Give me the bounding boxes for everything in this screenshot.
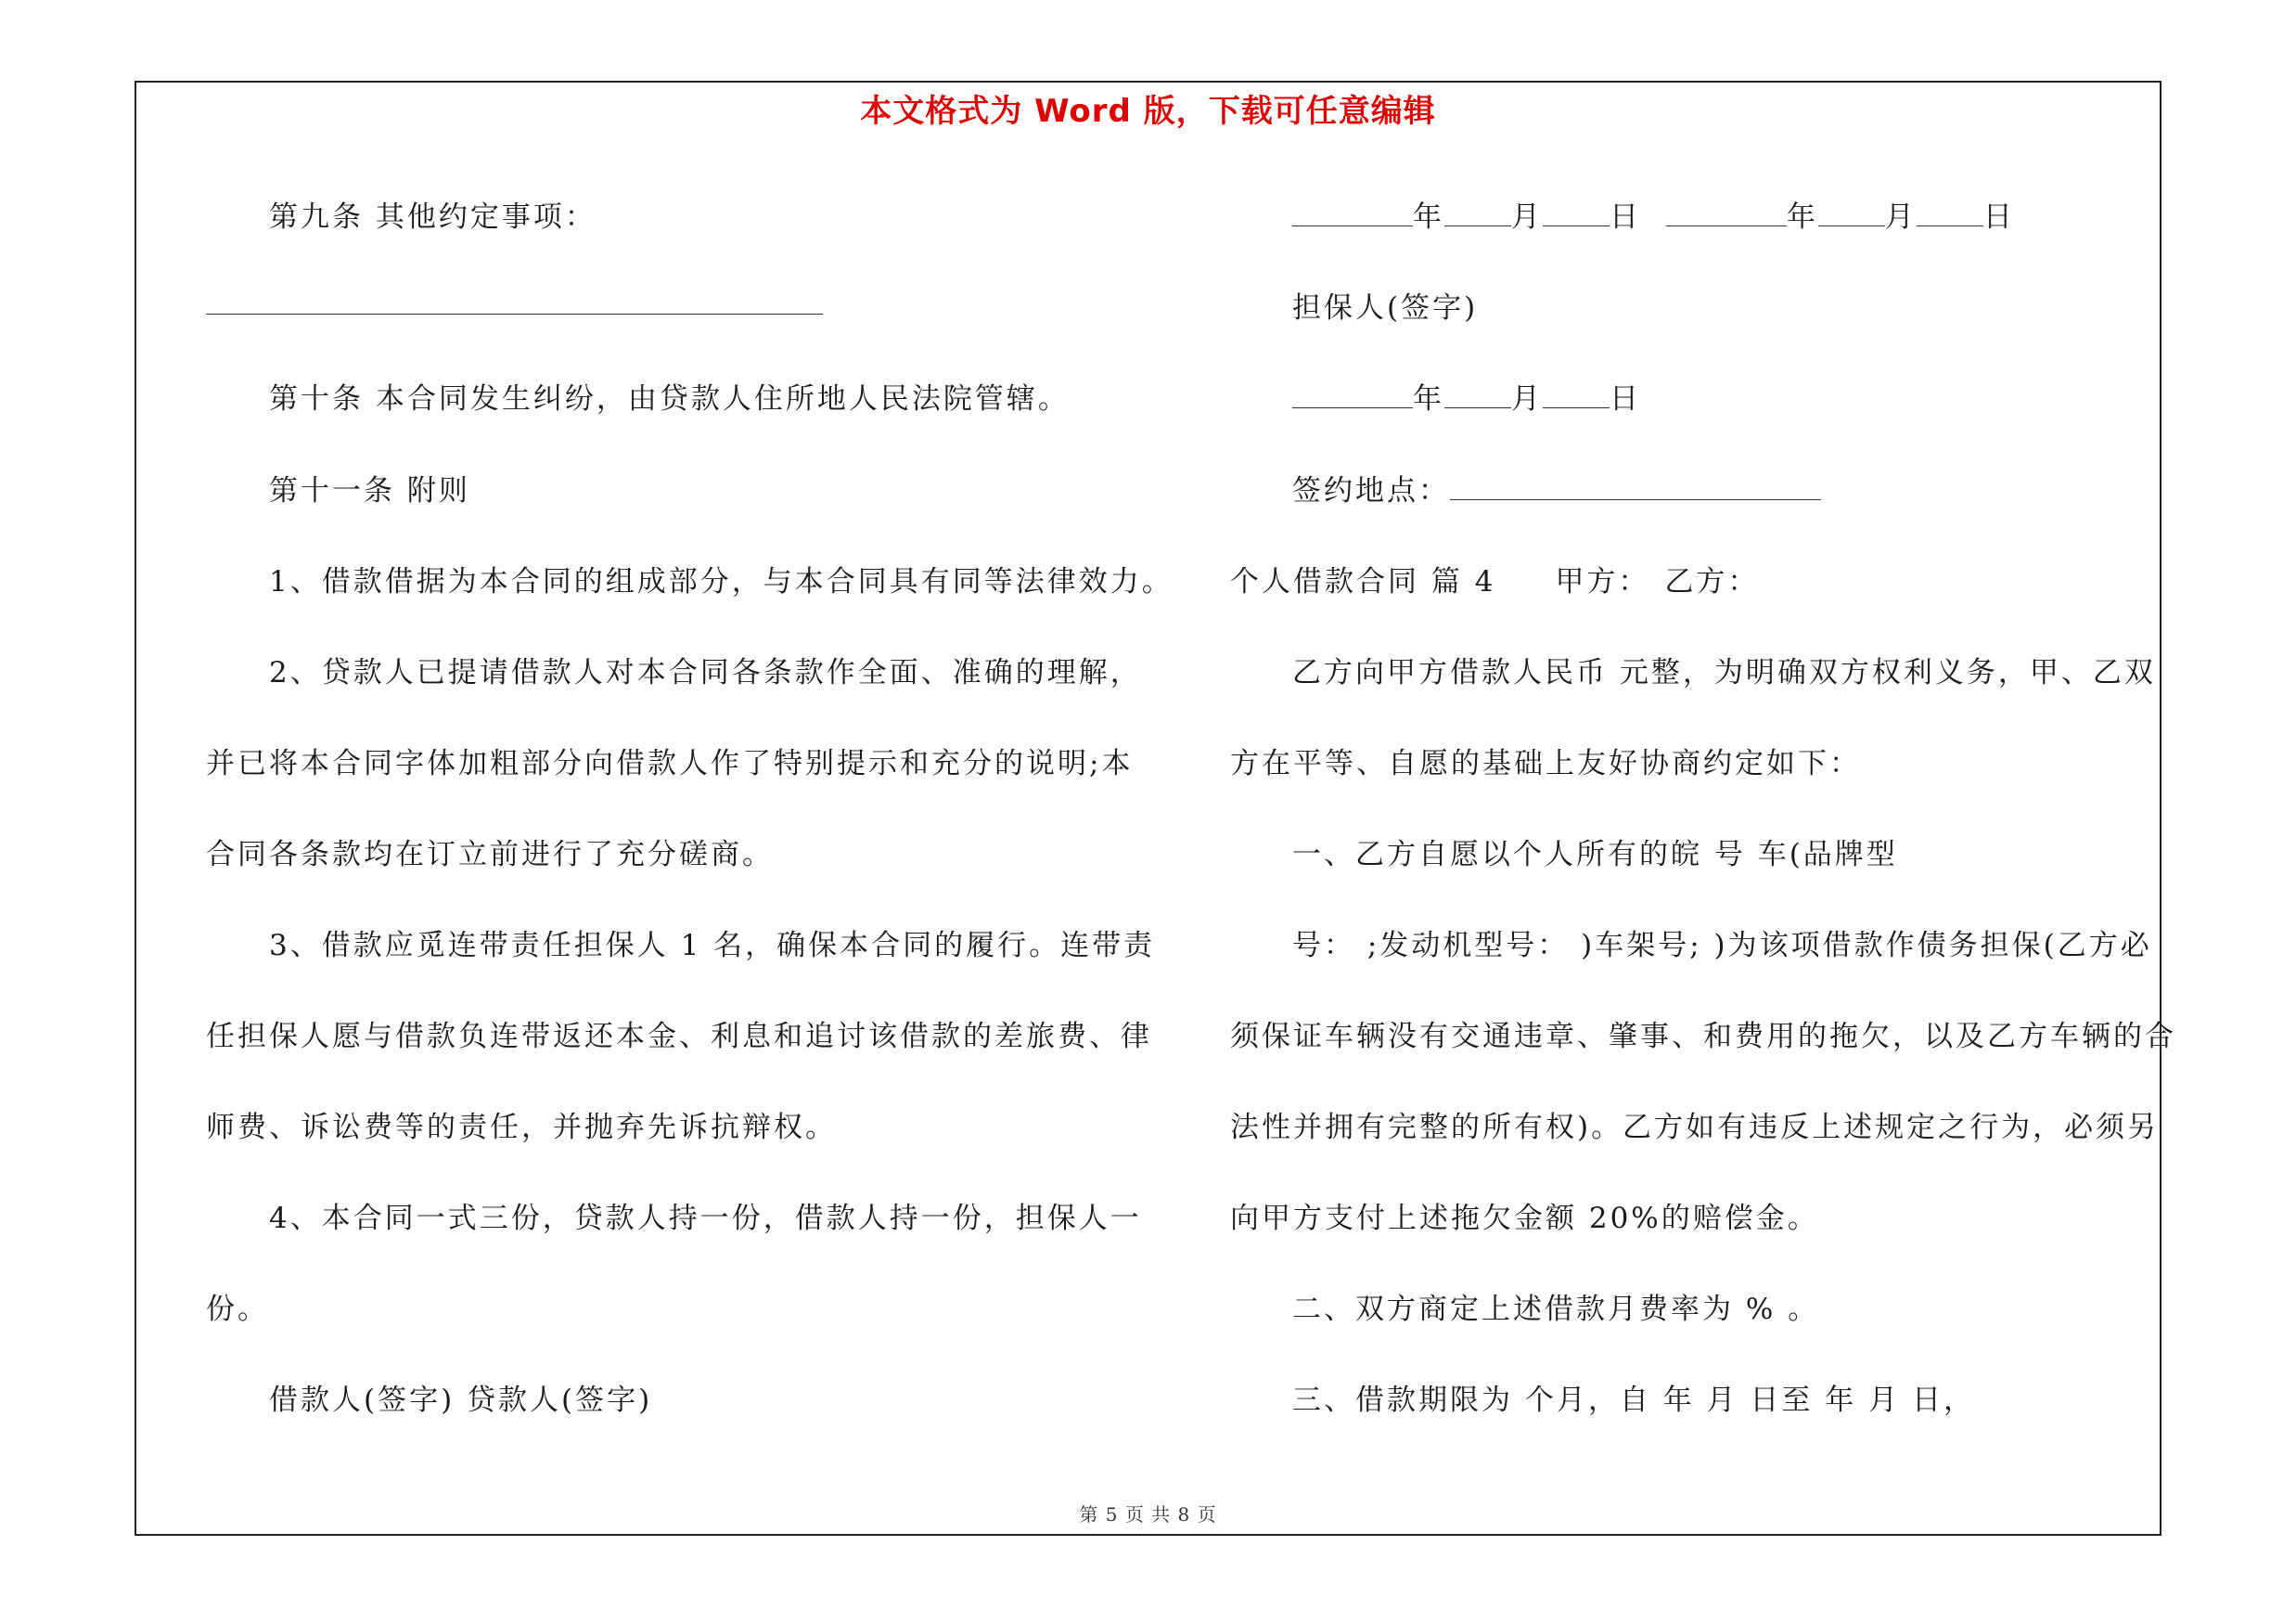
blank-year — [1292, 198, 1413, 226]
blank-day — [1543, 198, 1610, 226]
article-9: 第九条 其他约定事项： — [269, 200, 596, 234]
party-a-label: 甲方： — [1555, 565, 1650, 599]
article-10: 第十条 本合同发生纠纷，由贷款人住所地人民法院管辖。 — [269, 382, 1070, 416]
party-b-label: 乙方： — [1664, 565, 1760, 599]
month-label: 月 — [1511, 382, 1543, 416]
day-label: 日 — [1982, 200, 2015, 234]
blank-month — [1444, 198, 1511, 226]
month-label: 月 — [1884, 200, 1917, 234]
intro-line-2: 方在平等、自愿的基础上友好协商约定如下： — [1230, 747, 1861, 780]
clause-3-line-2: 任担保人愿与借款负连带返还本金、利息和追讨该借款的差旅费、律 — [206, 1020, 1152, 1053]
article-11: 第十一条 附则 — [269, 474, 470, 508]
year-label: 年 — [1413, 200, 1444, 234]
term-1-line-1: 一、乙方自愿以个人所有的皖 号 车(品牌型 — [1292, 838, 1898, 871]
clause-4-line-1: 4、本合同一式三份，贷款人持一份，借款人持一份，担保人一 — [269, 1202, 1142, 1235]
blank-year — [1666, 198, 1787, 226]
term-1-line-3: 须保证车辆没有交通违章、肇事、和费用的拖欠，以及乙方车辆的合 — [1230, 1020, 2176, 1053]
blank-month — [1818, 198, 1885, 226]
blank-place — [1450, 471, 1821, 500]
blank-day — [1917, 198, 1983, 226]
clause-2-line-1: 2、贷款人已提请借款人对本合同各条款作全面、准确的理解， — [269, 656, 1142, 689]
term-2: 二、双方商定上述借款月费率为 % 。 — [1292, 1293, 1820, 1326]
clause-2-line-3: 合同各条款均在订立前进行了充分磋商。 — [206, 838, 774, 871]
guarantor-signature: 担保人(签字) — [1292, 291, 1479, 325]
contract-title — [1230, 558, 1759, 599]
clause-1: 1、借款借据为本合同的组成部分，与本合同具有同等法律效力。 — [269, 565, 1174, 599]
signing-place — [1292, 467, 1821, 509]
clause-4-line-2: 份。 — [206, 1293, 269, 1326]
format-banner: 本文格式为 Word 版，下载可任意编辑 — [860, 93, 1436, 130]
blank-day — [1543, 380, 1610, 408]
date-line-2 — [1292, 375, 1641, 417]
clause-3-line-3: 师费、诉讼费等的责任，并抛弃先诉抗辩权。 — [206, 1111, 837, 1144]
day-label: 日 — [1610, 200, 1641, 234]
signature-line: 借款人(签字) 贷款人(签字) — [269, 1384, 653, 1417]
page-border — [135, 81, 2161, 1536]
term-3: 三、借款期限为 个月，自 年 月 日至 年 月 日， — [1292, 1384, 1975, 1417]
fill-in-rule — [206, 314, 823, 315]
clause-3-line-1: 3、借款应觅连带责任担保人 1 名，确保本合同的履行。连带责 — [269, 929, 1156, 962]
contract-title-text: 个人借款合同 篇 4 — [1230, 565, 1496, 599]
blank-year — [1292, 380, 1413, 408]
date-line-1 — [1292, 193, 2015, 235]
month-label: 月 — [1511, 200, 1543, 234]
term-1-line-4: 法性并拥有完整的所有权)。乙方如有违反上述规定之行为，必须另 — [1230, 1111, 2160, 1144]
intro-line-1: 乙方向甲方借款人民币 元整，为明确双方权利义务，甲、乙双 — [1292, 656, 2156, 689]
page-number: 第 5 页 共 8 页 — [1079, 1503, 1217, 1526]
signing-place-label: 签约地点： — [1292, 474, 1450, 508]
year-label: 年 — [1786, 200, 1818, 234]
day-label: 日 — [1610, 382, 1641, 416]
year-label: 年 — [1413, 382, 1444, 416]
clause-2-line-2: 并已将本合同字体加粗部分向借款人作了特别提示和充分的说明;本 — [206, 747, 1134, 780]
blank-month — [1444, 380, 1511, 408]
term-1-line-5: 向甲方支付上述拖欠金额 20%的赔偿金。 — [1230, 1202, 1819, 1235]
term-1-line-2: 号： ;发动机型号： )车架号; )为该项借款作债务担保(乙方必 — [1292, 929, 2152, 962]
